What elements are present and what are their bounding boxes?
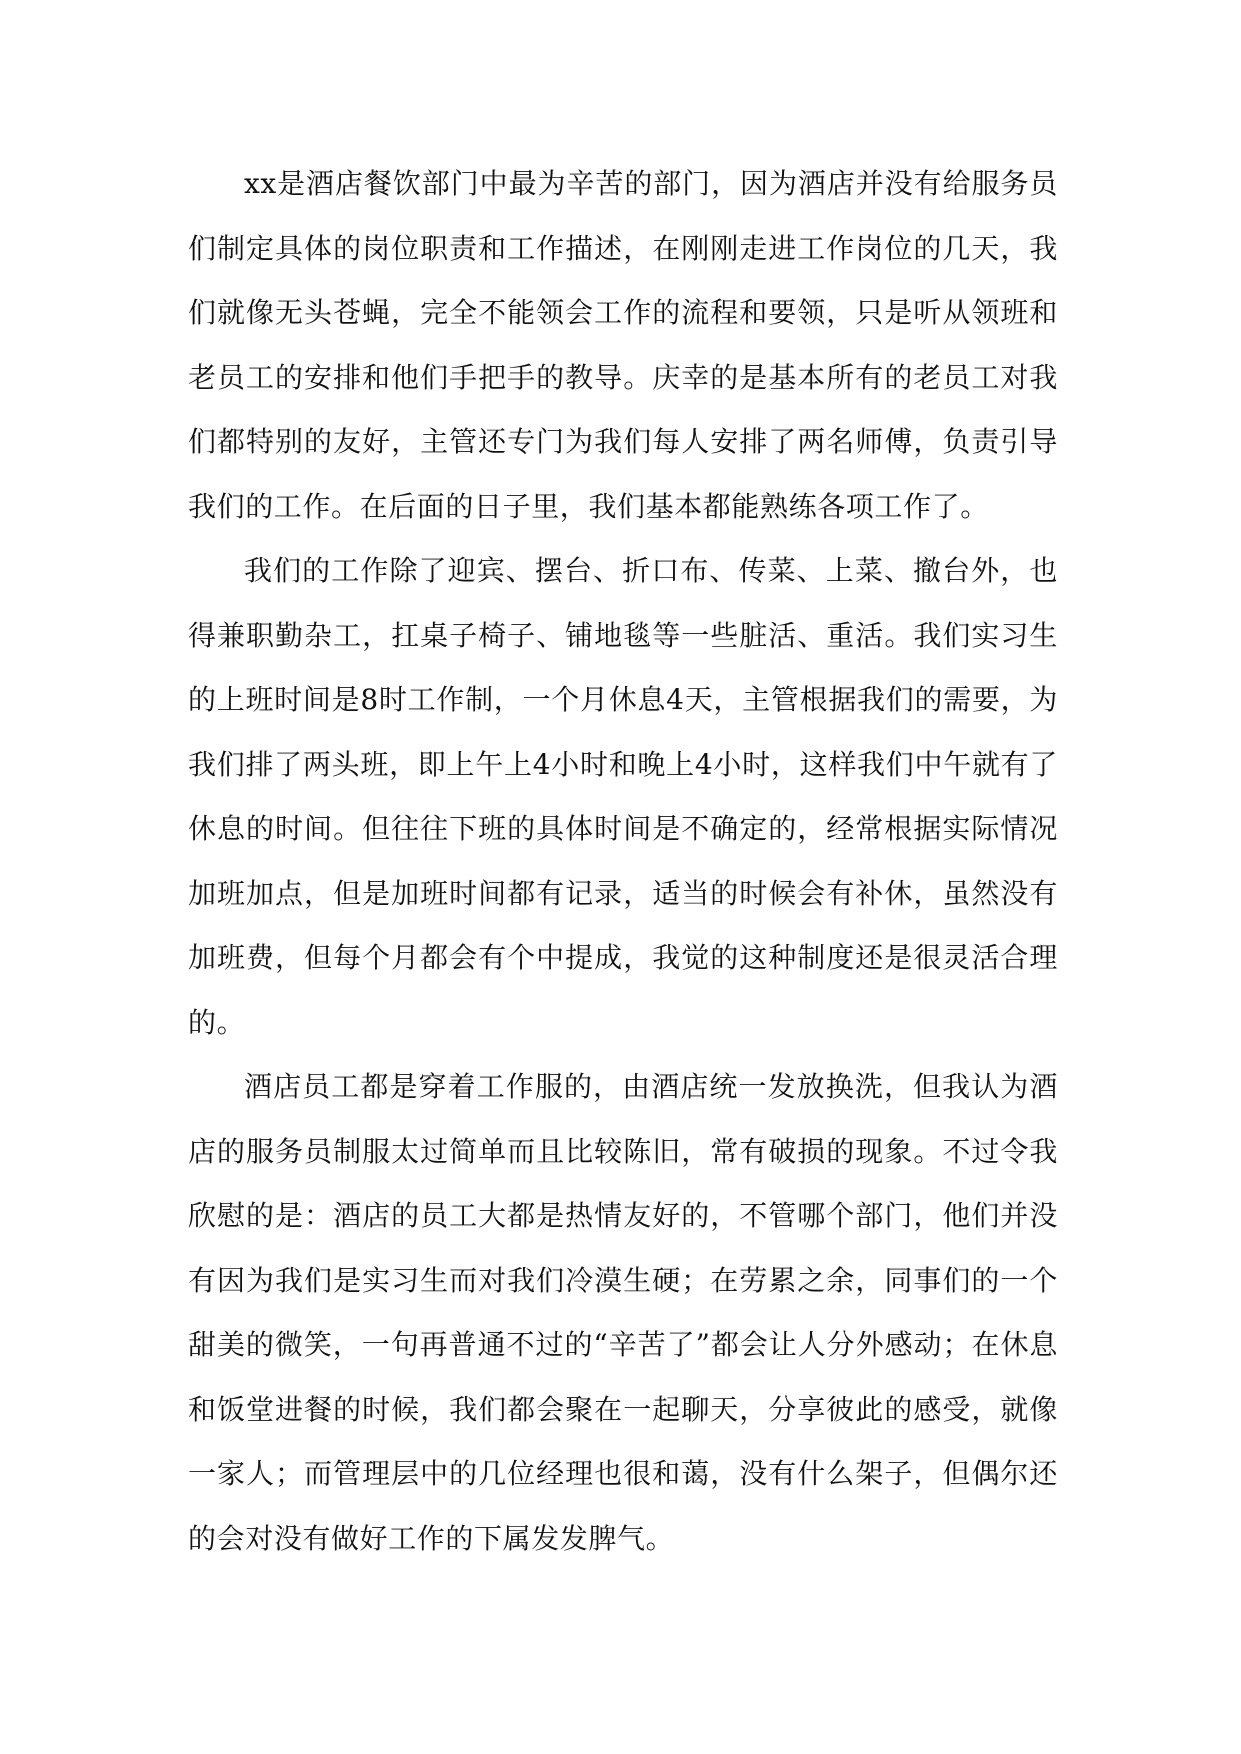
paragraph-1: xx是酒店餐饮部门中最为辛苦的部门，因为酒店并没有给服务员们制定具体的岗位职责和工作描述，在刚刚走进工作岗位的几天，我们就像无头苍蝇，完全不能领会工作的流程和要领，只是听从领班和老员工的安排和他们手把手的教导。庆幸的是基本所有的老员工对我们都特别的友好，主管还专门为我们每人安排了两名师傅，负责引导我们的工作。在后面的日子里，我们基本都能熟练各项工作了。	[188, 167, 1058, 523]
document-body	[188, 152, 1058, 1571]
paragraph-2: 我们的工作除了迎宾、摆台、折口布、传菜、上菜、撤台外，也得兼职勤杂工，扛桌子椅子、铺地毯等一些脏活、重活。我们实习生的上班时间是8时工作制，一个月休息4天，主管根据我们的需要，为我们排了两头班，即上午上4小时和晚上4小时，这样我们中午就有了休息的时间。但往往下班的具体时间是不确定的，经常根据实际情况加班加点，但是加班时间都有记录，适当的时候会有补休，虽然没有加班费，但每个月都会有个中提成，我觉的这种制度还是很灵活合理的。	[188, 554, 1058, 1039]
paragraph-3: 酒店员工都是穿着工作服的，由酒店统一发放换洗，但我认为酒店的服务员制服太过简单而且比较陈旧，常有破损的现象。不过令我欣慰的是：酒店的员工大都是热情友好的，不管哪个部门，他们并没有因为我们是实习生而对我们冷漠生硬；在劳累之余，同事们的一个甜美的微笑，一句再普通不过的“辛苦了”都会让人分外感动；在休息和饭堂进餐的时候，我们都会聚在一起聊天，分享彼此的感受，就像一家人；而管理层中的几位经理也很和蔼，没有什么架子，但偶尔还的会对没有做好工作的下属发发脾气。	[188, 1070, 1058, 1555]
